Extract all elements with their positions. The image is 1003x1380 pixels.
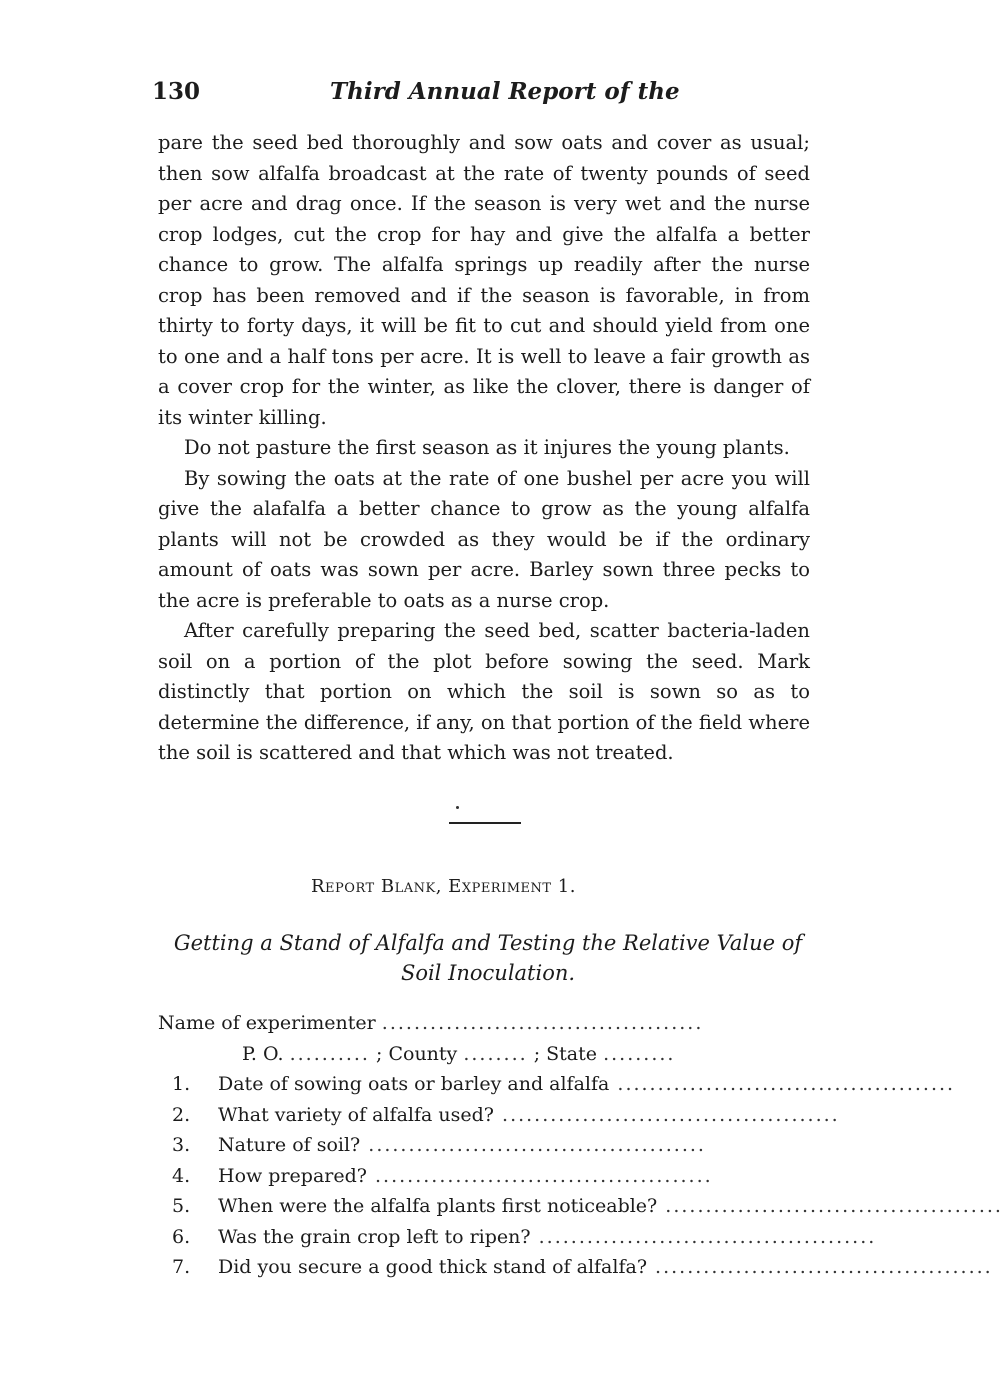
answer-leader: .......................................... bbox=[366, 1164, 713, 1187]
question-text: When were the alfalfa plants first noticeable? bbox=[218, 1195, 658, 1217]
question-item bbox=[158, 1100, 840, 1131]
state-leader: ......... bbox=[603, 1042, 676, 1065]
question-number: 6. bbox=[172, 1225, 191, 1248]
question-number: 1. bbox=[172, 1073, 191, 1095]
question-text: Date of sowing oats or barley and alfalfa bbox=[218, 1073, 610, 1095]
question-item bbox=[158, 1191, 1003, 1222]
answer-leader: .......................................... bbox=[647, 1256, 993, 1278]
question-text: Nature of soil? bbox=[218, 1134, 361, 1156]
question-number: 2. bbox=[172, 1103, 191, 1126]
body-text bbox=[158, 128, 810, 769]
answer-leader: .......................................... bbox=[493, 1103, 840, 1126]
page-number: 130 bbox=[152, 78, 201, 105]
county-leader: ........ bbox=[463, 1042, 528, 1065]
question-number: 7. bbox=[172, 1256, 191, 1278]
question-number: 5. bbox=[172, 1195, 191, 1217]
question-number: 3. bbox=[172, 1134, 191, 1156]
po-label: P. O. bbox=[242, 1042, 284, 1065]
question-text: Did you secure a good thick stand of alfalfa? bbox=[218, 1256, 648, 1278]
answer-leader: .......................................... bbox=[657, 1195, 1003, 1217]
name-line bbox=[158, 1008, 812, 1039]
name-leader: ........................................ bbox=[381, 1012, 704, 1034]
ornament-dot bbox=[456, 806, 459, 809]
question-item bbox=[158, 1222, 877, 1253]
answer-leader: .......................................... bbox=[609, 1073, 956, 1095]
question-list bbox=[158, 1069, 1003, 1283]
state-label: ; State bbox=[533, 1042, 598, 1065]
report-blank-title: Report Blank, Experiment 1. bbox=[311, 876, 576, 897]
paragraph-inoculation: After carefully preparing the seed bed, scatter bacteria-laden soil on a portion of the plot before sowing the seed. Mark distinctly that portion on which the soil is sown so as to determine the difference, if any, on that portion of the field where the soil is scattered and that which was not treated. bbox=[158, 619, 811, 764]
address-line bbox=[158, 1039, 812, 1070]
question-item bbox=[158, 1161, 812, 1192]
paragraph-pasture: Do not pasture the first season as it injures the young plants. bbox=[184, 436, 790, 459]
po-leader: .......... bbox=[289, 1042, 370, 1065]
question-item bbox=[158, 1252, 993, 1283]
county-label: ; County bbox=[376, 1042, 458, 1065]
page-header bbox=[152, 78, 812, 110]
question-number: 4. bbox=[172, 1164, 191, 1187]
report-blank-subtitle: Getting a Stand of Alfalfa and Testing the Relative Value of Soil Inoculation. bbox=[173, 931, 803, 985]
answer-leader: .......................................... bbox=[530, 1225, 877, 1248]
paragraph-continuation: pare the seed bed thoroughly and sow oats and cover as usual; then sow alfalfa broadcast at the rate of twenty pounds of seed per acre and drag once. If the season is very wet and the nurse crop lodges, cut the crop for hay and give the alfalfa a better chance to grow. The alfalfa springs up readily after the nurse crop has been removed and if the season is favorable, in from thirty to forty days, it will be fit to cut and should yield from one to one and a half tons per acre. It is well to leave a fair growth as a cover crop for the winter, as like the clover, there is danger of its winter killing. bbox=[158, 131, 810, 429]
running-title: Third Annual Report of the bbox=[330, 78, 680, 105]
question-item bbox=[158, 1069, 956, 1100]
answer-leader: .......................................... bbox=[360, 1134, 706, 1156]
question-text: Was the grain crop left to ripen? bbox=[218, 1225, 531, 1248]
paragraph-sowing-oats: By sowing the oats at the rate of one bushel per acre you will give the alafalfa a better chance to grow as the young alfalfa plants will not be crowded as they would be if the ordinary amount of oats was sown per acre. Barley sown three pecks to the acre is preferable to oats as a nurse crop. bbox=[158, 466, 810, 612]
section-divider bbox=[449, 822, 521, 824]
report-form bbox=[158, 1008, 1003, 1283]
name-label: Name of experimenter bbox=[158, 1012, 376, 1034]
question-text: What variety of alfalfa used? bbox=[218, 1103, 494, 1126]
question-item bbox=[158, 1130, 812, 1161]
question-text: How prepared? bbox=[218, 1164, 367, 1187]
